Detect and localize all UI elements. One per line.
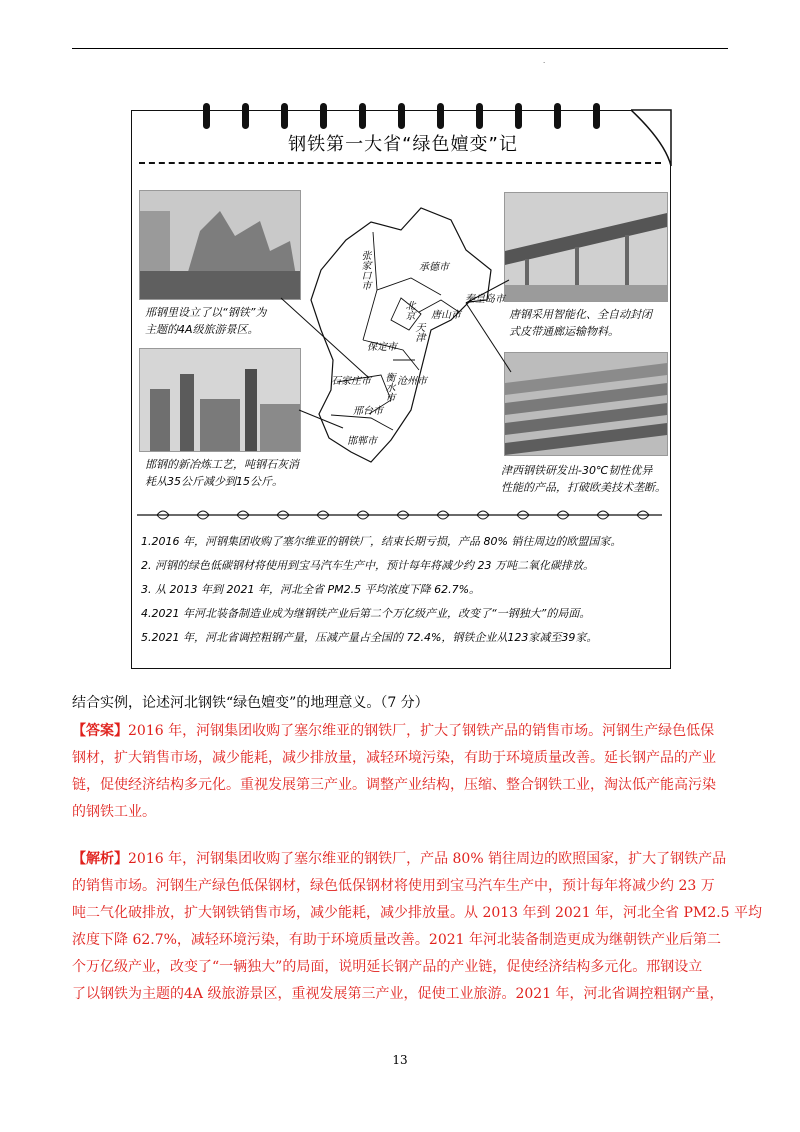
infographic-figure bbox=[131, 110, 671, 670]
map-label-shijiazhuang: 石家庄市 bbox=[331, 376, 371, 387]
question-text: 结合实例，论述河北钢铁“绿色嬗变”的地理意义。（7 分） bbox=[72, 695, 429, 711]
map-label-tangshan: 唐山市 bbox=[431, 310, 461, 321]
note-item: 1.2016 年，河钢集团收购了塞尔维亚的钢铁厂，结束长期亏损，产品 80% 销往周边的欧盟国家。 bbox=[141, 535, 622, 548]
vine-divider bbox=[137, 508, 662, 522]
notes-list bbox=[141, 530, 661, 650]
map-label-hengshui: 衡水市 bbox=[383, 372, 394, 402]
analysis-block: 【解析】2016 年，河钢集团收购了塞尔维亚的钢铁厂，产品 80% 销往周边的欧照国家，扩大了钢铁产品 的销售市场。河钢生产绿色低保钢材，绿色低保钢材将使用到宝马汽车生产中，预计每年将减少约 23 万 吨二气化破排放，扩大钢铁销售市场，减少能耗，减少排放量。从 2013 年到 2021 年，河北全省 PM2.5 平均 浓度下降 62.7%，减轻环境污染，有助于环境质量改善。2021 年河北装备制造更成为继朝铁产业后第二 个万亿级产业，改变了“一辆独大”的局面，说明延长钢产品的产业链，促使经济结构多元化。邢钢设立 了以钢铁为主题的4A 级旅游景区，重视发展第三产业，促使工业旅游。2021 年，河北省调控粗钢产量， bbox=[72, 851, 762, 1002]
map-label-chengde: 承德市 bbox=[419, 262, 449, 273]
caption-top-left: 邢钢里设立了以“钢铁”为 主题的4A级旅游景区。 bbox=[145, 306, 267, 336]
map-label-xingtai: 邢台市 bbox=[353, 406, 383, 417]
note-item: 4.2021 年河北装备制造业成为继钢铁产业后第二个万亿级产业，改变了“一钢独大”的局面。 bbox=[141, 607, 591, 620]
map-label-handan: 邯郸市 bbox=[347, 436, 377, 447]
header-mark: . bbox=[543, 57, 546, 65]
map-label-zhangjiakou: 张家口市 bbox=[359, 250, 370, 290]
answer-tag: 【答案】 bbox=[72, 723, 128, 739]
figure-title: 钢铁第一大省“绿色嬗变”记 bbox=[288, 134, 518, 155]
note-item: 5.2021 年，河北省调控粗钢产量，压减产量占全国的 72.4%，钢铁企业从123家减至39家。 bbox=[141, 631, 598, 644]
answer-block: 【答案】2016 年，河钢集团收购了塞尔维亚的钢铁厂，扩大了钢铁产品的销售市场。河钢生产绿色低保 钢材，扩大销售市场，减少能耗，减少排放量，减轻环境污染，有助于环境质量改善。延长钢产品的产业 链，促使经济结构多元化。重视发展第三产业。调整产业结构，压缩、整合钢铁工业，淘汰低产能高污染 的钢铁工业。 bbox=[72, 723, 716, 820]
note-item: 2. 河钢的绿色低碳钢材将使用到宝马汽车生产中，预计每年将减少约 23 万吨二氧化碳排放。 bbox=[141, 559, 594, 572]
analysis-tag: 【解析】 bbox=[72, 851, 128, 867]
map-label-beijing: 北京 bbox=[403, 300, 414, 320]
map-label-cangzhou: 沧州市 bbox=[397, 376, 427, 387]
header-rule bbox=[72, 48, 728, 49]
map-label-baoding: 保定市 bbox=[367, 342, 397, 353]
caption-bottom-right: 津西钢铁研发出-30℃韧性优异 性能的产品，打破欧美技术垄断。 bbox=[501, 464, 666, 494]
map-label-qinhuangdao: 秦皇岛市 bbox=[465, 294, 505, 305]
caption-top-right: 唐钢采用智能化、全自动封闭 式皮带通廊运输物料。 bbox=[509, 308, 652, 338]
caption-bottom-left: 邯钢的新冶炼工艺，吨钢石灰消 耗从35公斤减少到15公斤。 bbox=[145, 458, 299, 488]
page-number: 13 bbox=[392, 1053, 408, 1067]
note-item: 3. 从 2013 年到 2021 年，河北全省 PM2.5 平均浓度下降 62.7%。 bbox=[141, 583, 481, 596]
map-label-tianjin: 天津 bbox=[413, 322, 424, 342]
